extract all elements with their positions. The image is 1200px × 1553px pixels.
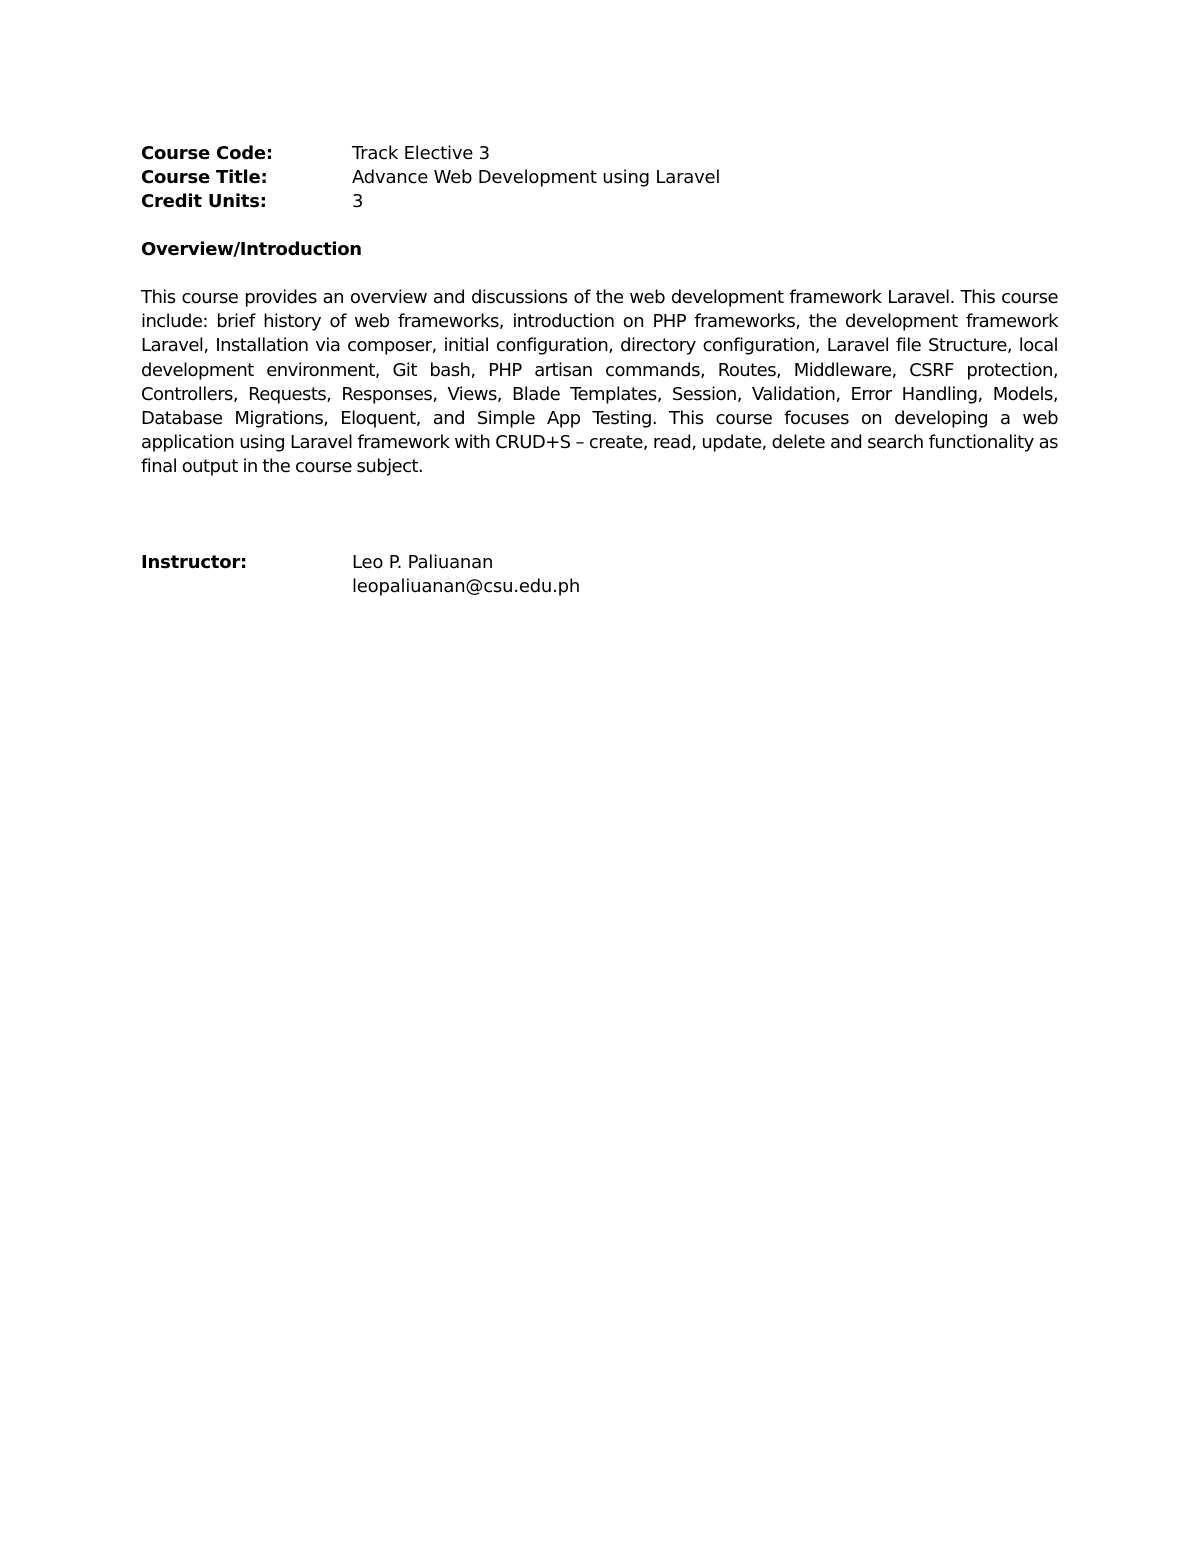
instructor-label: Instructor: xyxy=(141,552,248,573)
course-code-row xyxy=(141,142,1061,166)
credit-units-value: 3 xyxy=(352,191,364,212)
credit-units-label: Credit Units: xyxy=(141,191,267,212)
course-code-value: Track Elective 3 xyxy=(352,143,490,164)
course-code-label: Course Code: xyxy=(141,143,273,164)
instructor-details xyxy=(352,551,580,599)
instructor-email: leopaliuanan@csu.edu.ph xyxy=(352,576,581,597)
course-title-label: Course Title: xyxy=(141,167,268,188)
credit-units-row xyxy=(141,190,1061,214)
instructor-block xyxy=(141,551,1061,601)
course-title-value: Advance Web Development using Laravel xyxy=(352,167,721,188)
course-title-row xyxy=(141,166,1061,190)
overview-heading: Overview/Introduction xyxy=(141,239,362,260)
instructor-name: Leo P. Paliuanan xyxy=(352,552,494,573)
overview-paragraph: This course provides an overview and discussions of the web development framework Laravel. This course include: brief history of web frameworks, introduction on PHP frameworks, the development framework Laravel, Installation via composer, initial configuration, directory configuration, Laravel file Structure, local development environment, Git bash, PHP artisan commands, Routes, Middleware, CSRF protection, Controllers, Requests, Responses, Views, Blade Templates, Session, Validation, Error Handling, Models, Database Migrations, Eloquent, and Simple App Testing. This course focuses on developing a web application using Laravel framework with CRUD+S – create, read, update, delete and search functionality as final output in the course subject. xyxy=(141,287,1058,478)
